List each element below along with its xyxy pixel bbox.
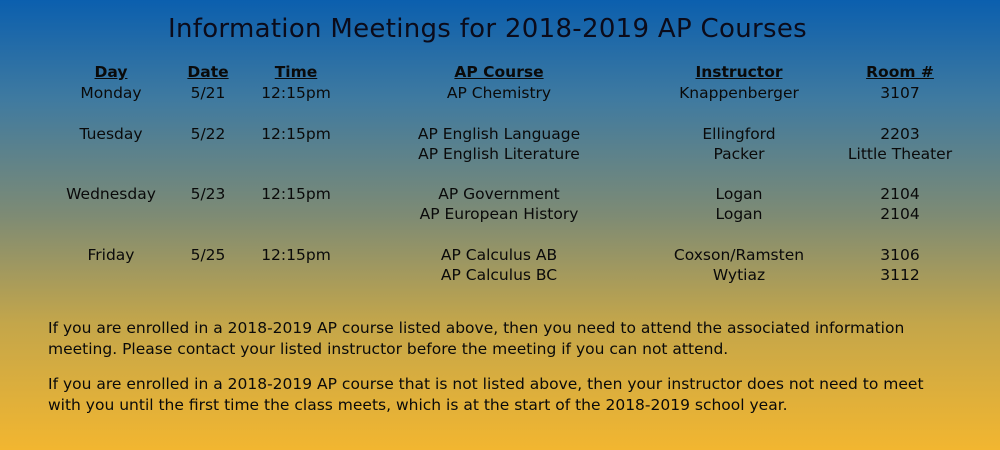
header-room: Room # xyxy=(866,63,934,81)
date-cell: 5/23 xyxy=(190,185,226,203)
room-cell: 2203 xyxy=(880,125,920,143)
course-cell: AP Calculus BC xyxy=(440,266,558,284)
room-cell: 3106 xyxy=(880,246,920,264)
header-date: Date xyxy=(187,63,229,81)
room-cell: 3112 xyxy=(880,266,920,284)
date-cell: 5/22 xyxy=(190,125,226,143)
date-cell: 5/21 xyxy=(190,84,226,102)
course-cell: AP Government xyxy=(438,185,560,203)
header-time: Time xyxy=(274,63,318,81)
time-cell: 12:15pm xyxy=(261,185,331,203)
instructor-cell: Packer xyxy=(713,145,765,163)
instructor-cell: Knappenberger xyxy=(679,84,799,102)
course-cell: AP English Language xyxy=(417,125,581,143)
date-cell: 5/25 xyxy=(190,246,226,264)
time-cell: 12:15pm xyxy=(261,246,331,264)
room-cell: Little Theater xyxy=(847,145,953,163)
instructor-cell: Wytiaz xyxy=(712,266,766,284)
instructor-cell: Logan xyxy=(715,205,763,223)
instructor-cell: Ellingford xyxy=(702,125,776,143)
course-cell: AP European History xyxy=(419,205,579,223)
header-instructor: Instructor xyxy=(695,63,783,81)
time-cell: 12:15pm xyxy=(261,125,331,143)
header-course: AP Course xyxy=(454,63,544,81)
course-cell: AP English Literature xyxy=(418,145,580,163)
instructor-cell: Coxson/Ramsten xyxy=(673,246,805,264)
instructor-cell: Logan xyxy=(715,185,763,203)
course-cell: AP Calculus AB xyxy=(440,246,558,264)
notice-listed-courses: If you are enrolled in a 2018-2019 AP course listed above, then you need to attend the associated information meeting. Please contact your listed instructor before the meeting if you can not attend. xyxy=(48,319,905,358)
room-cell: 2104 xyxy=(880,185,920,203)
room-cell: 2104 xyxy=(880,205,920,223)
notice-unlisted-courses: If you are enrolled in a 2018-2019 AP course that is not listed above, then your instructor does not need to meet with you until the first time the class meets, which is at the start of the 2018-2019 school year. xyxy=(48,375,924,414)
day-cell: Tuesday xyxy=(79,125,143,143)
room-cell: 3107 xyxy=(880,84,920,102)
day-cell: Wednesday xyxy=(66,185,156,203)
course-cell: AP Chemistry xyxy=(446,84,552,102)
day-cell: Friday xyxy=(87,246,135,264)
day-cell: Monday xyxy=(80,84,142,102)
time-cell: 12:15pm xyxy=(261,84,331,102)
page-title: Information Meetings for 2018-2019 AP Courses xyxy=(168,14,807,44)
header-day: Day xyxy=(94,63,128,81)
